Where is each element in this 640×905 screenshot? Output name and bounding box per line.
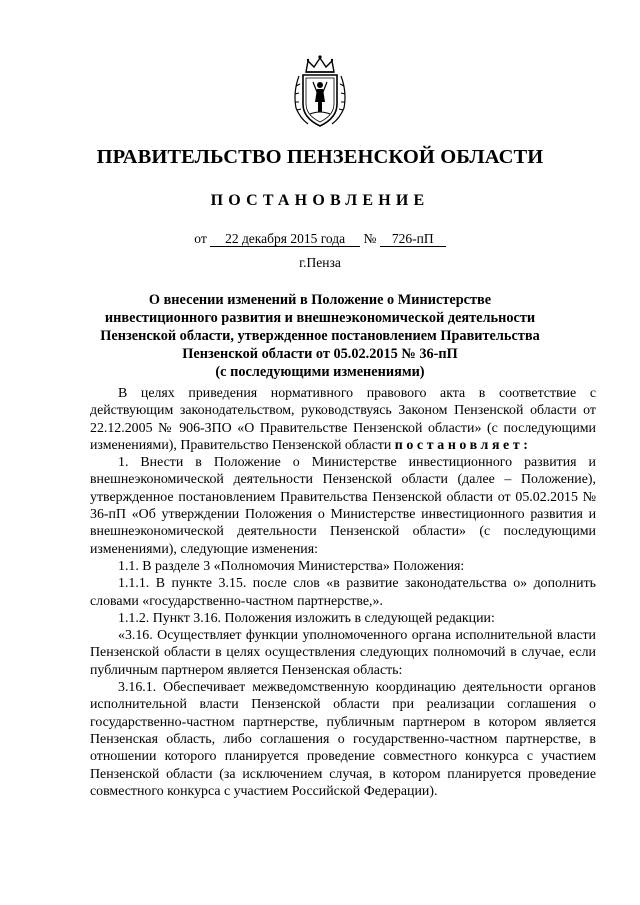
organization-name: ПРАВИТЕЛЬСТВО ПЕНЗЕНСКОЙ ОБЛАСТИ bbox=[96, 146, 544, 168]
title-line: (с последующими изменениями) bbox=[215, 364, 425, 380]
document-title bbox=[60, 291, 580, 381]
title-line: Пензенской области, утвержденное постановлением Правительства bbox=[100, 328, 540, 344]
document-body bbox=[90, 385, 596, 800]
document-type: ПОСТАНОВЛЕНИЕ bbox=[210, 192, 430, 209]
paragraph-3-16-1: 3.16.1. Обеспечивает межведомственную координацию деятельности органов исполнительной власти Пензенской области при реализации соглашения о государственно-частном партнерстве, публичным партнером в котором является Пензенская область, либо соглашения о государственно-частном партнерстве, в отношении которого планируется проведение совместного конкурса с участием Пензенской области (за исключением случая, в котором планируется проведение совместного конкурса с участием Российской Федерации). bbox=[90, 680, 596, 799]
paragraph-1-1: 1.1. В разделе 3 «Полномочия Министерства» Положения: bbox=[118, 558, 465, 574]
city: г.Пенза bbox=[299, 255, 341, 270]
document-number: 726-пП bbox=[380, 231, 446, 247]
paragraph-1-1-2: 1.1.2. Пункт 3.16. Положения изложить в следующей редакции: bbox=[118, 610, 495, 626]
title-line: инвестиционного развития и внешнеэкономической деятельности bbox=[104, 310, 536, 326]
paragraph-1: 1. Внести в Положение о Министерстве инвестиционного развития и внешнеэкономической деятельности Пензенской области (далее – Положение), утвержденное постановлением Правительства Пензенской области от 05.02.2015 № 36-пП «Об утверждении Положения о Министерстве инвестиционного развития и внешнеэкономической деятельности Пензенской области» (с последующими изменениями), следующие изменения: bbox=[90, 455, 596, 557]
title-line: Пензенской области от 05.02.2015 № 36-пП bbox=[182, 346, 458, 362]
date-prefix: от bbox=[194, 231, 207, 246]
paragraph-3-16: «3.16. Осуществляет функции уполномоченного органа исполнительной власти Пензенской области в целях осуществления следующих полномочий в случае, если публичным партнером является Пензенская область: bbox=[90, 628, 596, 678]
title-line: О внесении изменений в Положение о Министерстве bbox=[148, 292, 492, 308]
resolves-word: постановляет: bbox=[394, 437, 532, 453]
number-sign: № bbox=[363, 231, 377, 246]
coat-of-arms-icon bbox=[290, 52, 350, 132]
date-number-line bbox=[0, 231, 640, 247]
paragraph-preamble bbox=[90, 385, 596, 454]
preamble-text: В целях приведения нормативного правового акта в соответствие с действующим законодательством, руководствуясь Законом Пензенской области от 22.12.2005 № 906-ЗПО «О Правительстве Пензенской области» (с последующими изменениями), Правительство Пензенской области bbox=[90, 386, 596, 453]
paragraph-1-1-1: 1.1.1. В пункте 3.15. после слов «в развитие законодательства о» дополнить словами «государственно-частном партнерстве,». bbox=[90, 576, 596, 609]
document-date: 22 декабря 2015 года bbox=[210, 231, 360, 247]
